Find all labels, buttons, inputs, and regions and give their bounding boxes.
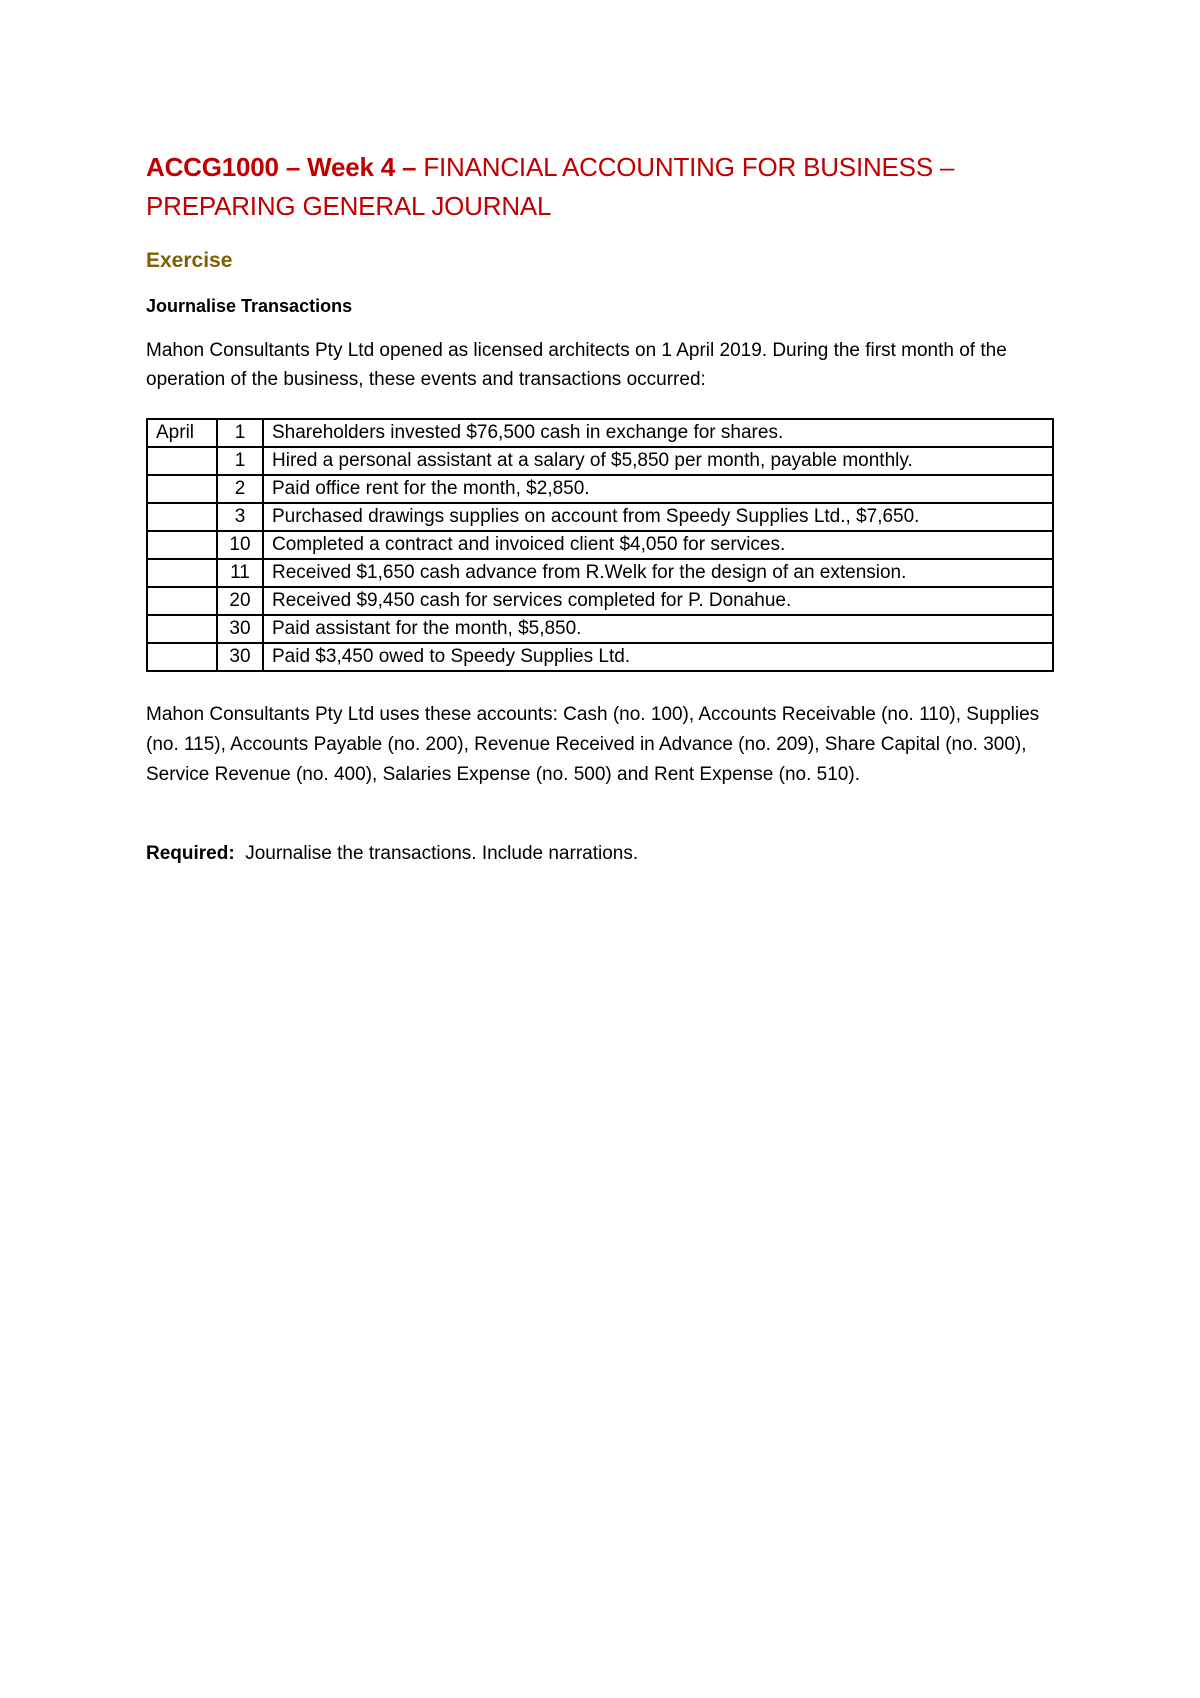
intro-paragraph: Mahon Consultants Pty Ltd opened as licensed architects on 1 April 2019. During the first month of the operation of the business, these events and transactions occurred: bbox=[146, 340, 1007, 390]
day-cell: 20 bbox=[217, 587, 263, 615]
month-cell bbox=[147, 559, 217, 587]
table-row bbox=[147, 531, 1053, 559]
required-label: Required: bbox=[146, 843, 235, 864]
table-row bbox=[147, 587, 1053, 615]
description-cell: Shareholders invested $76,500 cash in exchange for shares. bbox=[263, 419, 1053, 447]
month-cell: April bbox=[147, 419, 217, 447]
description-cell: Paid $3,450 owed to Speedy Supplies Ltd. bbox=[263, 643, 1053, 671]
day-cell: 1 bbox=[217, 419, 263, 447]
description-cell: Purchased drawings supplies on account from Speedy Supplies Ltd., $7,650. bbox=[263, 503, 1053, 531]
document-title bbox=[146, 148, 1066, 226]
table-row bbox=[147, 643, 1053, 671]
month-cell bbox=[147, 475, 217, 503]
table-row bbox=[147, 419, 1053, 447]
description-cell: Completed a contract and invoiced client $4,050 for services. bbox=[263, 531, 1053, 559]
day-cell: 3 bbox=[217, 503, 263, 531]
month-cell bbox=[147, 447, 217, 475]
transactions-table bbox=[146, 418, 1054, 672]
required-paragraph bbox=[146, 840, 1066, 868]
accounts-paragraph: Mahon Consultants Pty Ltd uses these accounts: Cash (no. 100), Accounts Receivable (no. 110), Supplies (no. 115), Accounts Payable (no. 200), Revenue Received in Advance (no. 209), Share Capital (no. 300), Service Revenue (no. 400), Salaries Expense (no. 500) and Rent Expense (no. 510). bbox=[146, 704, 1040, 785]
exercise-heading: Exercise bbox=[146, 249, 233, 272]
day-cell: 1 bbox=[217, 447, 263, 475]
day-cell: 11 bbox=[217, 559, 263, 587]
table-row bbox=[147, 503, 1053, 531]
table-row bbox=[147, 559, 1053, 587]
table-row bbox=[147, 447, 1053, 475]
transactions-table-body bbox=[147, 419, 1053, 671]
description-cell: Hired a personal assistant at a salary of $5,850 per month, payable monthly. bbox=[263, 447, 1053, 475]
description-cell: Paid office rent for the month, $2,850. bbox=[263, 475, 1053, 503]
month-cell bbox=[147, 587, 217, 615]
title-course-week: ACCG1000 – Week 4 – bbox=[146, 152, 417, 182]
day-cell: 30 bbox=[217, 615, 263, 643]
title-subject: FINANCIAL ACCOUNTING FOR BUSINESS – bbox=[416, 152, 955, 182]
required-text: Journalise the transactions. Include narrations. bbox=[234, 843, 639, 864]
month-cell bbox=[147, 503, 217, 531]
table-row bbox=[147, 615, 1053, 643]
day-cell: 30 bbox=[217, 643, 263, 671]
month-cell bbox=[147, 531, 217, 559]
day-cell: 2 bbox=[217, 475, 263, 503]
document-content bbox=[146, 148, 1066, 868]
description-cell: Paid assistant for the month, $5,850. bbox=[263, 615, 1053, 643]
table-row bbox=[147, 475, 1053, 503]
title-topic: PREPARING GENERAL JOURNAL bbox=[146, 191, 552, 221]
day-cell: 10 bbox=[217, 531, 263, 559]
section-subheading: Journalise Transactions bbox=[146, 296, 353, 316]
month-cell bbox=[147, 643, 217, 671]
month-cell bbox=[147, 615, 217, 643]
description-cell: Received $9,450 cash for services completed for P. Donahue. bbox=[263, 587, 1053, 615]
description-cell: Received $1,650 cash advance from R.Welk for the design of an extension. bbox=[263, 559, 1053, 587]
